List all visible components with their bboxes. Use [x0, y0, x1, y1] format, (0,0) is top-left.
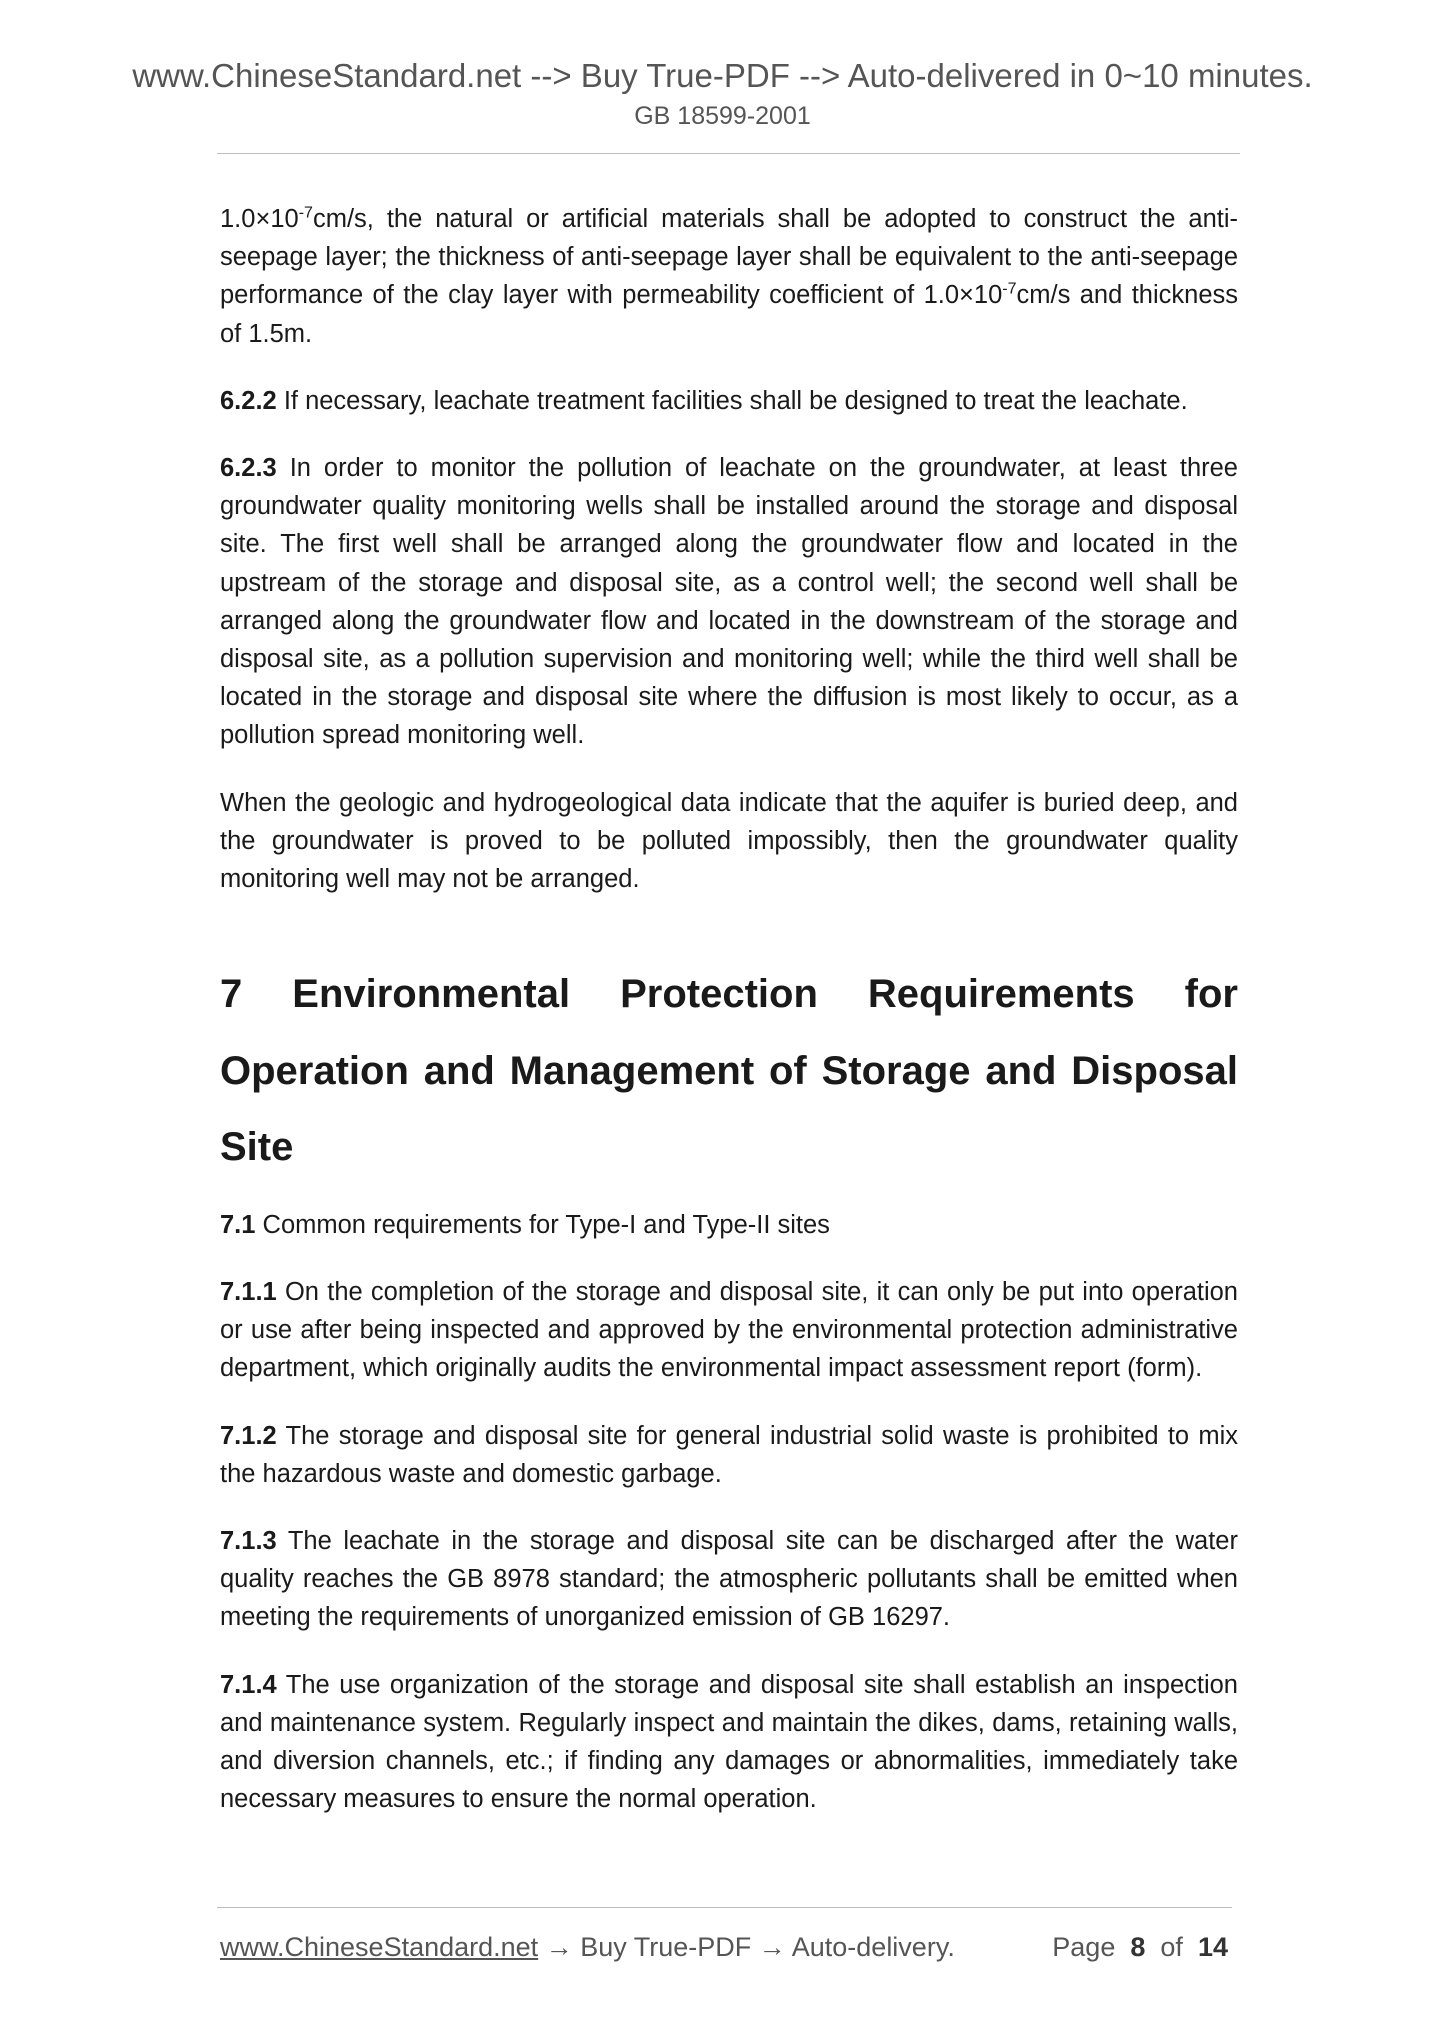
- clause-number: 6.2.3: [220, 454, 277, 483]
- clause-number: 7.1.4: [220, 1670, 277, 1699]
- site-link[interactable]: www.ChineseStandard.net: [220, 1932, 539, 1962]
- exponent: -7: [1002, 280, 1017, 298]
- paragraph-text: cm/s, the natural or artificial materials shall be adopted to construct the anti-seepage layer; the thickness of anti-seepage layer shall be equivalent to the anti-seepage performance of the clay layer with permeability coefficient of 1.0×10: [220, 205, 1238, 310]
- page-footer: [220, 1927, 1232, 1967]
- clause-number: 6.2.2: [220, 386, 277, 415]
- clause-text: The leachate in the storage and disposal site can be discharged after the water quality reaches the GB 8978 standard; the atmospheric pollutants shall be emitted when meeting the requirements of unorganized emission of GB 16297.: [220, 1526, 1238, 1632]
- footer-promo-text: → Buy True-PDF → Auto-delivery.: [538, 1932, 955, 1962]
- page-body: [220, 200, 1238, 1847]
- footer-divider: [217, 1907, 1232, 1908]
- current-page-number: 8: [1130, 1932, 1146, 1962]
- page-label: Page: [1052, 1932, 1116, 1962]
- clause-text: Common requirements for Type-I and Type-II sites: [262, 1210, 830, 1239]
- clause-number: 7.1.2: [220, 1421, 277, 1450]
- clause-7-1-2: [220, 1417, 1238, 1493]
- clause-text: On the completion of the storage and disposal site, it can only be put into operation or use after being inspected and approved by the environmental protection administrative department, which originally audits the environmental impact assessment report (form).: [220, 1277, 1238, 1383]
- clause-text: The use organization of the storage and disposal site shall establish an inspection and maintenance system. Regularly inspect and maintain the dikes, dams, retaining walls, and diversion channels, etc.; if finding any damages or abnormalities, immediately take necessary measures to ensure the normal operation.: [220, 1670, 1238, 1814]
- clause-text: In order to monitor the pollution of leachate on the groundwater, at least three groundwater quality monitoring wells shall be installed around the storage and disposal site. The first well shall be arranged along the groundwater flow and located in the upstream of the storage and disposal site, as a control well; the second well shall be arranged along the groundwater flow and located in the downstream of the storage and disposal site, as a pollution supervision and monitoring well; while the third well shall be located in the storage and disposal site where the diffusion is most likely to occur, as a pollution spread monitoring well.: [220, 454, 1238, 750]
- clause-text: The storage and disposal site for general industrial solid waste is prohibited to mix the hazardous waste and domestic garbage.: [220, 1421, 1239, 1488]
- clause-number: 7.1: [220, 1210, 256, 1239]
- clause-text: If necessary, leachate treatment facilities shall be designed to treat the leachate.: [283, 386, 1188, 415]
- clause-number: 7.1.1: [220, 1277, 277, 1306]
- coefficient-text: 1.0×10: [220, 205, 299, 233]
- document-id: GB 18599-2001: [634, 102, 811, 130]
- clause-number: 7.1.3: [220, 1526, 277, 1555]
- header-divider: [217, 153, 1240, 154]
- clause-6-2-2: [220, 382, 1238, 420]
- footer-promo: [220, 1927, 955, 1967]
- clause-7-1-3: [220, 1522, 1238, 1637]
- paragraph-geologic: When the geologic and hydrogeological data indicate that the aquifer is buried deep, and the groundwater is proved to be polluted impossibly, then the groundwater quality monitoring well may not be arranged.: [220, 788, 1238, 894]
- total-pages-number: 14: [1197, 1932, 1228, 1962]
- section-heading-7: 7 Environmental Protection Requirements for Operation and Management of Storage and Disposal Site: [220, 972, 1238, 1170]
- clause-7-1-1: [220, 1273, 1238, 1388]
- clause-7-1-4: [220, 1666, 1238, 1819]
- page-indicator: [1052, 1927, 1228, 1967]
- of-label: of: [1160, 1932, 1183, 1962]
- clause-7-1: [220, 1206, 1238, 1244]
- paragraph-continued: [220, 200, 1238, 353]
- site-banner: www.ChineseStandard.net --> Buy True-PDF --> Auto-delivered in 0~10 minutes.: [132, 57, 1313, 94]
- exponent: -7: [298, 204, 313, 222]
- paragraph-text: cm/s and thickness of 1.5m.: [220, 281, 1238, 348]
- clause-6-2-3: [220, 449, 1238, 755]
